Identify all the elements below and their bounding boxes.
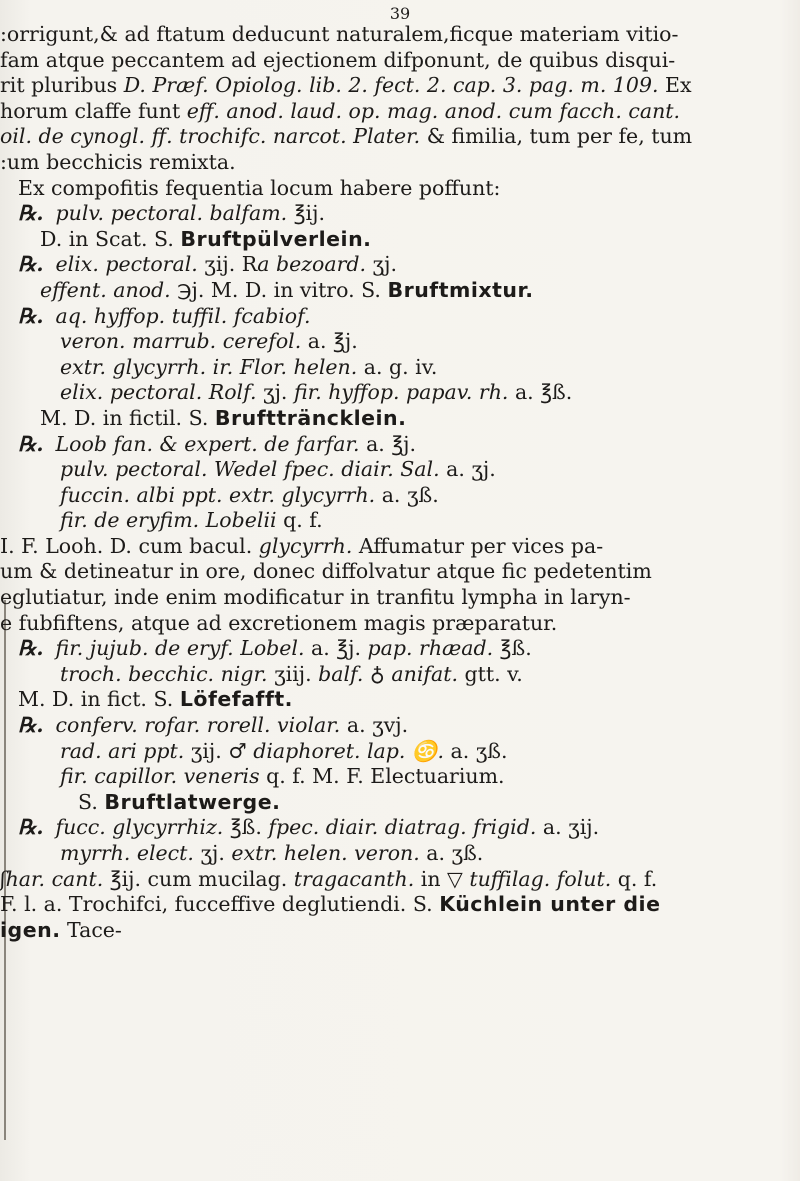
text-segment: ʒj. xyxy=(256,380,294,405)
fraktur-label: Bruftlatwerge. xyxy=(104,789,281,814)
fraktur-label: Bruftpülverlein. xyxy=(180,226,372,251)
recipe-symbol: ℞. xyxy=(18,713,44,738)
text-segment: in ▽ xyxy=(414,866,470,891)
recipe-symbol: ℞. xyxy=(18,303,44,328)
text-segment: pulv. pectoral. balfam. xyxy=(55,201,288,226)
text-segment: ʒj. xyxy=(366,252,397,277)
text-segment: myrrh. elect. xyxy=(60,841,194,865)
text-segment: tragacanth. xyxy=(293,866,415,891)
text-segment: troch. becchic. nigr. xyxy=(60,661,268,686)
recipe-symbol: ℞. xyxy=(18,431,44,456)
text-segment: S. xyxy=(78,789,105,814)
text-segment: M. D. in fictil. S. xyxy=(40,405,215,430)
text-segment: balf. ♁ anifat. xyxy=(318,661,458,686)
fraktur-label: igen. xyxy=(0,917,61,942)
text-segment: ʒj. xyxy=(193,841,232,865)
text-line xyxy=(0,790,800,816)
text-segment: a. ʒij. xyxy=(536,815,600,840)
text-segment: ʒiij. xyxy=(267,661,319,686)
text-segment: D. in Scat. S. xyxy=(40,226,181,251)
text-segment: fpec. diair. diatrag. frigid. xyxy=(268,815,537,840)
text-line xyxy=(0,329,800,355)
text-line xyxy=(0,867,800,893)
text-segment: a. ʒj. xyxy=(439,457,496,482)
text-line xyxy=(0,636,800,662)
text-segment: & fimilia, tum per fe, tum xyxy=(420,124,693,149)
text-segment: q. f. M. F. Electuarium. xyxy=(259,764,505,789)
text-segment: ℈j. M. D. in vitro. S. xyxy=(170,277,388,302)
text-segment: a bezoard. xyxy=(257,252,367,277)
text-segment: a. ℥j. xyxy=(301,329,358,354)
text-segment: :um becchicis remixta. xyxy=(0,149,236,174)
text-line xyxy=(0,508,800,534)
text-line xyxy=(0,380,800,406)
text-segment: a. ʒß. xyxy=(419,841,484,865)
text-segment: ♂ diaphoret. lap. ♋. xyxy=(228,738,444,763)
text-line xyxy=(0,611,800,637)
text-segment: e fubfiftens, atque ad excretionem magis præparatur. xyxy=(0,610,558,635)
text-segment: a. g. iv. xyxy=(357,354,438,379)
text-line xyxy=(0,559,800,585)
text-line xyxy=(0,22,800,48)
text-segment: ℥ij. cum mucilag. xyxy=(103,866,294,891)
text-segment: a. ʒß. xyxy=(443,738,508,763)
text-segment: fuccin. albi ppt. extr. glycyrrh. xyxy=(60,482,376,507)
text-segment: F. l. a. Trochifci, fucceffive deglutiendi. S. xyxy=(0,892,440,917)
text-segment: a. ℥j. xyxy=(359,431,417,456)
text-line xyxy=(0,48,800,74)
text-segment: extr. helen. veron. xyxy=(231,841,420,865)
text-segment: pulv. pectoral. Wedel fpec. diair. Sal. xyxy=(60,457,440,482)
text-segment: a. ℥j. xyxy=(304,636,368,661)
text-line xyxy=(0,99,800,125)
text-line xyxy=(0,662,800,688)
text-line xyxy=(0,227,800,253)
text-segment: Ex compofitis fequentia locum habere poffunt: xyxy=(18,175,501,200)
text-segment: pap. rhæad. xyxy=(367,636,494,661)
text-segment: conferv. rofar. rorell. violar. xyxy=(55,713,341,738)
text-segment: glycyrrh. xyxy=(258,533,353,558)
text-segment: :orrigunt,& ad ftatum deducunt naturalem,ficque materiam vitio- xyxy=(0,22,679,46)
text-line xyxy=(0,764,800,790)
text-segment: ℥ß. xyxy=(223,815,269,840)
text-segment: a. ʒvj. xyxy=(340,713,409,738)
text-segment: M. D. in fict. S. xyxy=(18,687,180,712)
recipe-symbol: ℞. xyxy=(18,815,44,840)
text-line xyxy=(0,201,800,227)
text-segment: D. Præf. Opiolog. lib. 2. fect. 2. cap. 3. pag. m. 109. xyxy=(123,73,659,98)
text-line xyxy=(0,713,800,739)
text-segment: fir. capillor. veneris xyxy=(60,764,260,789)
text-segment: fir. hyffop. papav. rh. xyxy=(293,380,509,405)
text-segment: fucc. glycyrrhiz. xyxy=(55,815,224,840)
recipe-symbol: ℞. xyxy=(18,201,44,226)
text-segment: effent. anod. xyxy=(40,277,171,302)
text-segment: oil. de cynogl. ff. trochifc. narcot. Plater. xyxy=(0,124,421,149)
text-segment: eff. anod. laud. op. mag. anod. cum facch. cant. xyxy=(186,98,681,123)
text-segment: elix. pectoral. Rolf. xyxy=(60,380,257,405)
text-segment: aq. hyffop. tuffil. fcabiof. xyxy=(55,303,311,328)
text-line xyxy=(0,304,800,330)
text-segment: fam atque peccantem ad ejectionem difponunt, de quibus disqui- xyxy=(0,47,676,72)
text-line xyxy=(0,483,800,509)
text-segment: I. F. Looh. D. cum bacul. xyxy=(0,533,259,558)
text-line xyxy=(0,687,800,713)
text-segment: tuffilag. folut. xyxy=(469,866,612,891)
text-line xyxy=(0,252,800,278)
text-line xyxy=(0,278,800,304)
text-segment: horum claffe funt xyxy=(0,98,187,123)
text-segment: ʒij. xyxy=(184,738,229,763)
text-segment: eglutiatur, inde enim modificatur in tranfitu lympha in laryn- xyxy=(0,585,631,610)
text-segment: Tace- xyxy=(60,917,122,942)
page-body-text xyxy=(0,22,800,943)
text-segment: um & detineatur in ore, donec diffolvatur atque fic pedetentim xyxy=(0,559,652,584)
text-line xyxy=(0,534,800,560)
page-number: 39 xyxy=(389,4,411,23)
text-line xyxy=(0,124,800,150)
recipe-symbol: ℞. xyxy=(18,252,44,277)
text-segment: Loob fan. & expert. de farfar. xyxy=(55,431,360,456)
text-line xyxy=(0,457,800,483)
text-segment: q. f. xyxy=(611,866,658,891)
text-segment: fir. jujub. de eryf. Lobel. xyxy=(55,636,305,661)
text-segment: gtt. v. xyxy=(457,661,523,686)
text-line xyxy=(0,150,800,176)
fraktur-label: Löfefafft. xyxy=(179,687,293,712)
text-segment: Ex xyxy=(658,73,692,98)
text-line xyxy=(0,355,800,381)
text-line xyxy=(0,406,800,432)
text-line xyxy=(0,176,800,202)
text-line xyxy=(0,815,800,841)
text-segment: ℥ß. xyxy=(493,636,532,661)
text-line xyxy=(0,73,800,99)
text-segment: ʒij. R xyxy=(197,252,258,277)
text-line xyxy=(0,739,800,765)
text-line xyxy=(0,432,800,458)
text-segment: veron. marrub. cerefol. xyxy=(60,329,302,354)
text-segment: fir. de eryfim. Lobelii xyxy=(60,508,277,533)
text-segment: rit pluribus xyxy=(0,73,124,98)
text-segment: ʃhar. cant. xyxy=(0,866,104,891)
text-line xyxy=(0,841,800,867)
text-segment: a. ℥ß. xyxy=(508,380,573,405)
text-line xyxy=(0,892,800,918)
text-segment: elix. pectoral. xyxy=(55,252,198,277)
text-segment: extr. glycyrrh. ir. Flor. helen. xyxy=(60,354,358,379)
fraktur-label: Bruftmixtur. xyxy=(387,277,534,302)
recipe-symbol: ℞. xyxy=(18,636,44,661)
text-segment: Affumatur per vices pa- xyxy=(352,533,604,558)
text-segment: q. f. xyxy=(276,508,323,533)
fraktur-label: Bruftträncklein. xyxy=(214,405,407,430)
text-line xyxy=(0,918,800,944)
fraktur-label: Küchlein unter die xyxy=(439,892,661,917)
text-segment: rad. ari ppt. xyxy=(60,738,185,763)
text-segment: a. ʒß. xyxy=(375,482,439,507)
text-segment: ℥ij. xyxy=(287,201,325,226)
text-line xyxy=(0,585,800,611)
